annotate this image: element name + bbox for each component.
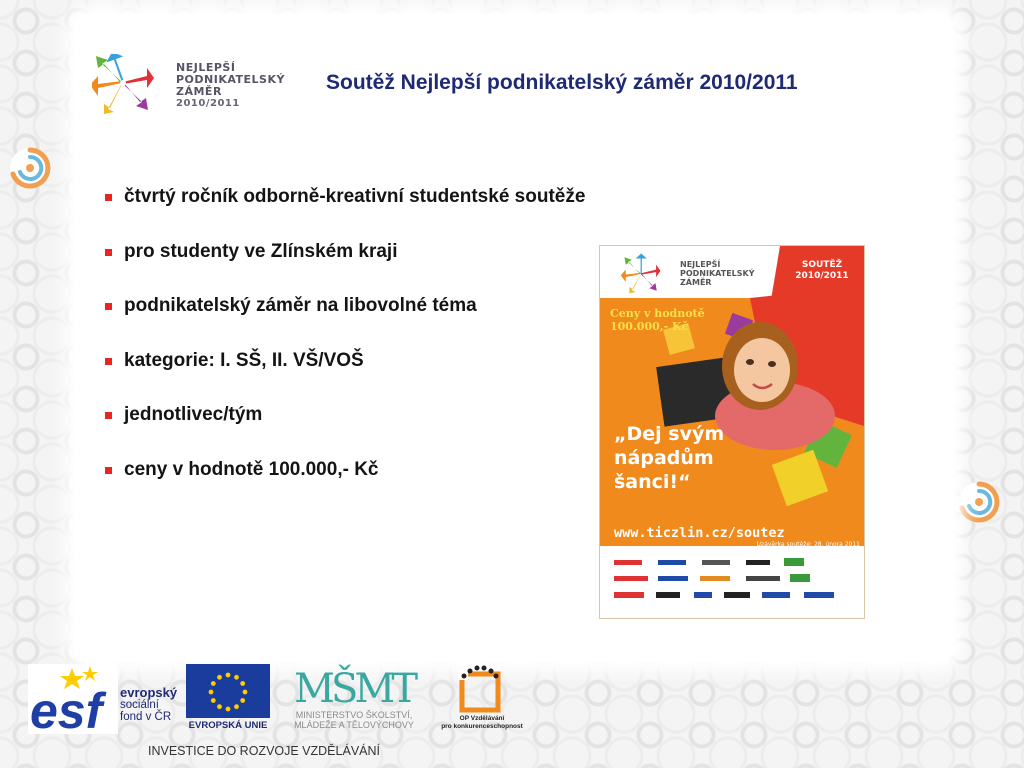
esf-text bbox=[120, 686, 177, 723]
brand-line: ZÁMĚR bbox=[176, 85, 222, 98]
bullet-text: kategorie: I. SŠ, II. VŠ/VOŠ bbox=[124, 349, 364, 371]
poster-prize-line: 100.000,- Kč bbox=[610, 320, 689, 333]
list-item bbox=[104, 295, 594, 350]
eu-label: EVROPSKÁ UNIE bbox=[188, 720, 268, 731]
poster-brand-line: NEJLEPŠÍ bbox=[680, 260, 721, 269]
poster-brand-line: ZÁMĚR bbox=[680, 278, 712, 287]
bullet-marker bbox=[105, 467, 112, 474]
esf-logo bbox=[28, 664, 186, 734]
msmt-label bbox=[278, 710, 430, 730]
op-label bbox=[434, 715, 530, 731]
poster-url: www.ticzlin.cz/soutez bbox=[614, 525, 785, 541]
poster-competition-line: SOUTĚŽ bbox=[801, 260, 843, 270]
poster-brand bbox=[680, 260, 790, 287]
esf-mark bbox=[28, 664, 118, 734]
bullet-marker bbox=[105, 358, 112, 365]
list-item bbox=[104, 404, 594, 459]
swirl-icon bbox=[8, 146, 52, 190]
esf-letters: esf bbox=[30, 683, 103, 734]
list-item bbox=[104, 186, 594, 241]
poster-competition bbox=[786, 260, 858, 282]
brand-name bbox=[176, 62, 326, 110]
bullet-marker bbox=[105, 194, 112, 201]
list-item bbox=[104, 241, 594, 296]
bullet-text: podnikatelský záměr na libovolné téma bbox=[124, 295, 477, 316]
list-item bbox=[104, 350, 594, 405]
poster-prize-line: Ceny v hodnotě bbox=[610, 307, 705, 320]
bullet-text: jednotlivec/tým bbox=[124, 404, 263, 425]
poster-slogan bbox=[614, 422, 794, 494]
esf-line: fond v ČR bbox=[120, 711, 172, 723]
poster-slogan-line: nápadům bbox=[614, 447, 714, 469]
op-line: pro konkurenceschopnost bbox=[441, 723, 523, 730]
poster-prize bbox=[610, 307, 730, 333]
brand-year: 2010/2011 bbox=[176, 98, 240, 109]
eu-flag-icon bbox=[184, 664, 272, 720]
bullet-list bbox=[104, 186, 594, 513]
poster-slogan-line: šanci!“ bbox=[614, 471, 691, 493]
bullet-text: ceny v hodnotě 100.000,- Kč bbox=[124, 458, 379, 480]
swirl-icon bbox=[957, 480, 1001, 524]
eu-logo bbox=[184, 664, 272, 734]
esf-line: sociální bbox=[120, 699, 159, 711]
brand-line: NEJLEPŠÍ bbox=[176, 61, 236, 74]
bullet-marker bbox=[105, 303, 112, 310]
op-square-icon bbox=[434, 662, 530, 714]
arrows-logo-icon bbox=[92, 54, 154, 114]
msmt-line: MINISTERSTVO ŠKOLSTVÍ, bbox=[295, 710, 413, 720]
bullet-marker bbox=[105, 412, 112, 419]
bullet-text: pro studenty ve Zlínském kraji bbox=[124, 240, 398, 262]
list-item bbox=[104, 459, 594, 514]
msmt-line: MLÁDEŽE A TĚLOVÝCHOVY bbox=[294, 720, 414, 730]
op-logo bbox=[434, 662, 530, 736]
bullet-text: čtvrtý ročník odborně-kreativní studentské soutěže bbox=[124, 186, 586, 207]
poster-brand-line: PODNIKATELSKÝ bbox=[680, 269, 755, 278]
investment-slogan: INVESTICE DO ROZVOJE VZDĚLÁVÁNÍ bbox=[148, 744, 380, 758]
msmt-logo bbox=[278, 660, 430, 734]
brand-line: PODNIKATELSKÝ bbox=[176, 73, 285, 86]
poster-competition-line: 2010/2011 bbox=[795, 271, 849, 281]
msmt-mark bbox=[278, 660, 430, 710]
bullet-marker bbox=[105, 249, 112, 256]
poster-slogan-line: „Dej svým bbox=[614, 423, 725, 445]
op-line: OP Vzdělávání bbox=[459, 715, 505, 722]
page-title: Soutěž Nejlepší podnikatelský záměr 2010/2011 bbox=[326, 71, 798, 94]
msmt-letters: MŠMT bbox=[294, 666, 414, 710]
poster-deadline: Uzávěrka soutěže: 28. února 2011 bbox=[756, 541, 860, 548]
competition-poster bbox=[599, 245, 865, 619]
esf-line: evropský bbox=[120, 685, 178, 700]
